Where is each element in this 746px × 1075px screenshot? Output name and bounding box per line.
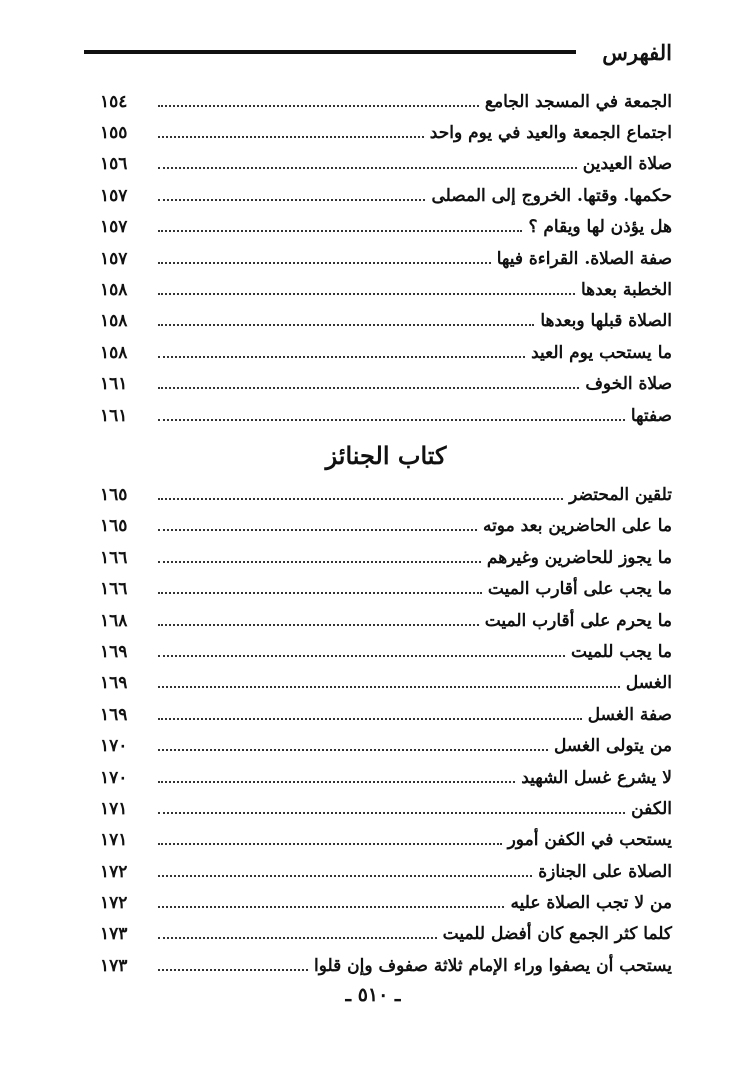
toc-entry <box>100 369 672 400</box>
toc-entry-title: الغسل <box>625 673 672 694</box>
toc-entry <box>100 605 672 636</box>
toc-entry <box>100 668 672 699</box>
toc-entry <box>100 149 672 180</box>
dot-leader <box>158 843 502 845</box>
toc-entry-page: ١٧٢ <box>100 861 128 882</box>
toc-entry <box>100 793 672 824</box>
toc-entry-title: يستحب في الكفن أمور <box>507 830 672 851</box>
toc-entry-title: ما يجب على أقارب الميت <box>487 579 672 600</box>
toc-entry-page: ١٥٨ <box>100 311 128 332</box>
dot-leader <box>158 498 563 500</box>
toc-entry-title: الخطبة بعدها <box>581 280 672 301</box>
toc-entry-page: ١٦٨ <box>100 610 128 631</box>
toc-entry-page: ١٥٦ <box>100 154 128 175</box>
toc-entry-page: ١٦٩ <box>100 673 128 694</box>
dot-leader <box>158 592 482 594</box>
toc-entry <box>100 919 672 950</box>
toc-entry-page: ١٥٧ <box>100 217 128 238</box>
toc-entry <box>100 212 672 243</box>
toc-entry-page: ١٦٩ <box>100 704 128 725</box>
toc-entry-title: كلما كثر الجمع كان أفضل للميت <box>442 924 672 945</box>
table-of-contents <box>100 86 672 982</box>
header-title: الفهرس <box>602 40 672 65</box>
dot-leader <box>158 230 522 232</box>
toc-entry-title: حكمها. وقتها. الخروج إلى المصلى <box>431 185 672 206</box>
toc-entry <box>100 117 672 148</box>
toc-entry-title: صلاة الخوف <box>585 374 672 395</box>
toc-entry-page: ١٧١ <box>100 830 128 851</box>
toc-entry-title: هل يؤذن لها ويقام ؟ <box>528 217 672 238</box>
toc-entry <box>100 887 672 918</box>
toc-entry-page: ١٥٤ <box>100 91 128 112</box>
toc-entry-page: ١٧٣ <box>100 924 128 945</box>
dot-leader <box>158 136 424 138</box>
toc-entry-page: ١٦١ <box>100 405 128 426</box>
toc-entry-page: ١٦١ <box>100 374 128 395</box>
dot-leader <box>158 262 491 264</box>
toc-entry-page: ١٦٦ <box>100 547 128 568</box>
dot-leader <box>158 906 504 908</box>
toc-entry-page: ١٦٥ <box>100 516 128 537</box>
toc-entry <box>100 825 672 856</box>
dot-leader <box>158 199 425 201</box>
toc-entry <box>100 243 672 274</box>
toc-entry-page: ١٧١ <box>100 798 128 819</box>
toc-entry-title: لا يشرع غسل الشهيد <box>521 767 672 788</box>
toc-entry <box>100 400 672 431</box>
toc-entry <box>100 762 672 793</box>
toc-entry-page: ١٧٣ <box>100 955 128 976</box>
toc-entry <box>100 573 672 604</box>
toc-entry-page: ١٥٨ <box>100 280 128 301</box>
toc-entry-title: من لا تجب الصلاة عليه <box>510 893 672 914</box>
toc-entry-title: يستحب أن يصفوا وراء الإمام ثلاثة صفوف وإن قلوا <box>313 955 672 976</box>
toc-entry <box>100 86 672 117</box>
toc-entry-page: ١٥٧ <box>100 248 128 269</box>
toc-entry-title: ما يجوز للحاضرين وغيرهم <box>486 547 672 568</box>
toc-entry-page: ١٥٨ <box>100 342 128 363</box>
toc-entry-page: ١٧٠ <box>100 767 128 788</box>
dot-leader <box>158 624 479 626</box>
page-header <box>84 36 672 72</box>
toc-entry-page: ١٦٦ <box>100 579 128 600</box>
toc-entry <box>100 479 672 510</box>
toc-entry-title: ما يحرم على أقارب الميت <box>484 610 672 631</box>
toc-entry-page: ١٦٥ <box>100 484 128 505</box>
dot-leader <box>158 105 479 107</box>
toc-entry <box>100 511 672 542</box>
dot-leader <box>158 969 308 971</box>
toc-entry-title: الصلاة على الجنازة <box>538 861 672 882</box>
dot-leader <box>158 655 565 657</box>
dot-leader <box>158 561 481 563</box>
dot-leader <box>158 167 577 169</box>
dot-leader <box>158 293 575 295</box>
toc-entry-page: ١٧٢ <box>100 893 128 914</box>
toc-entry-title: صفة الصلاة. القراءة فيها <box>496 248 672 269</box>
toc-entry-title: صلاة العيدين <box>582 154 672 175</box>
toc-entry-title: صفة الغسل <box>587 704 672 725</box>
toc-entry-page: ١٥٥ <box>100 123 128 144</box>
toc-entry <box>100 730 672 761</box>
dot-leader <box>158 875 532 877</box>
dot-leader <box>158 419 625 421</box>
toc-entry <box>100 856 672 887</box>
dot-leader <box>158 356 525 358</box>
toc-entry <box>100 337 672 368</box>
dot-leader <box>158 529 477 531</box>
dot-leader <box>158 781 515 783</box>
dot-leader <box>158 387 579 389</box>
toc-entry-page: ١٧٠ <box>100 736 128 757</box>
toc-entry-title: تلقين المحتضر <box>569 484 672 505</box>
toc-entry-page: ١٥٧ <box>100 185 128 206</box>
toc-entry-title: ما يجب للميت <box>571 641 672 662</box>
toc-entry <box>100 636 672 667</box>
toc-entry <box>100 699 672 730</box>
toc-entry-title: اجتماع الجمعة والعيد في يوم واحد <box>429 123 672 144</box>
dot-leader <box>158 324 534 326</box>
toc-entry-title: الصلاة قبلها وبعدها <box>540 311 672 332</box>
dot-leader <box>158 749 548 751</box>
dot-leader <box>158 812 625 814</box>
toc-entry <box>100 950 672 981</box>
dot-leader <box>158 937 437 939</box>
dot-leader <box>158 686 620 688</box>
section-title: كتاب الجنائز <box>325 440 447 470</box>
header-rule <box>84 50 576 54</box>
toc-entry <box>100 274 672 305</box>
toc-entry <box>100 306 672 337</box>
toc-entry-title: صفتها <box>630 405 672 426</box>
toc-entry-title: ما يستحب يوم العيد <box>531 342 672 363</box>
page-number: ـ ٥١٠ ـ <box>345 984 401 1006</box>
toc-entry-title: الجمعة في المسجد الجامع <box>484 91 672 112</box>
toc-entry-title: الكفن <box>631 798 672 819</box>
toc-entry-page: ١٦٩ <box>100 641 128 662</box>
toc-entry <box>100 180 672 211</box>
dot-leader <box>158 718 582 720</box>
toc-entry-title: من يتولى الغسل <box>553 736 672 757</box>
toc-entry-title: ما على الحاضرين بعد موته <box>482 516 672 537</box>
toc-entry <box>100 542 672 573</box>
